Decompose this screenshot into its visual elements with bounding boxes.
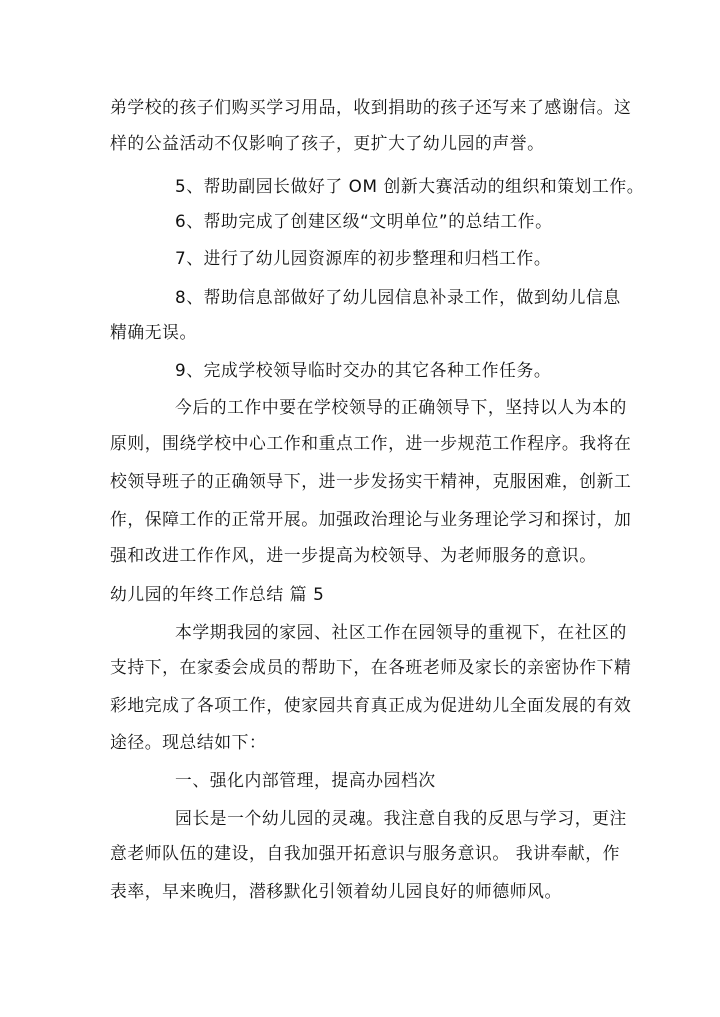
text-line: 彩地完成了各项工作，使家园共育真正成为促进幼儿全面发展的有效 — [110, 695, 632, 715]
text-line: 意老师队伍的建设，自我加强开拓意识与服务意识。 我讲奉献，作 — [110, 843, 620, 863]
text-line: 校领导班子的正确领导下，进一步发扬实干精神，克服困难，创新工 — [110, 471, 632, 491]
text-line: 弟学校的孩子们购买学习用品，收到捐助的孩子还写来了感谢信。这 — [110, 97, 632, 117]
text-line: 样的公益活动不仅影响了孩子，更扩大了幼儿园的声誉。 — [110, 133, 545, 153]
text-line: 7、进行了幼儿园资源库的初步整理和归档工作。 — [175, 248, 552, 268]
text-line: 表率，早来晚归，潜移默化引领着幼儿园良好的师德师风。 — [110, 881, 562, 901]
text-line: 园长是一个幼儿园的灵魂。我注意自我的反思与学习，更注 — [175, 808, 627, 828]
text-line: 9、完成学校领导临时交办的其它各种工作任务。 — [175, 360, 552, 380]
text-line: 原则，围绕学校中心工作和重点工作，进一步规范工作程序。我将在 — [110, 433, 632, 453]
text-line: 作，保障工作的正常开展。加强政治理论与业务理论学习和探讨，加 — [110, 509, 632, 529]
subheading: 一、强化内部管理，提高办园档次 — [175, 770, 436, 790]
text-line: 本学期我园的家园、社区工作在园领导的重视下，在社区的 — [175, 622, 627, 642]
text-line: 6、帮助完成了创建区级“文明单位”的总结工作。 — [175, 211, 553, 231]
section-heading: 幼儿园的年终工作总结 篇 5 — [110, 584, 325, 604]
text-line: 今后的工作中要在学校领导的正确领导下，坚持以人为本的 — [175, 397, 627, 417]
text-line: 途径。现总结如下： — [110, 732, 267, 752]
text-line: 强和改进工作作风，进一步提高为校领导、为老师服务的意识。 — [110, 545, 597, 565]
text-line: 精确无误。 — [110, 322, 197, 342]
text-line: 5、帮助副园长做好了 OM 创新大赛活动的组织和策划工作。 — [175, 176, 645, 196]
text-line: 支持下，在家委会成员的帮助下，在各班老师及家长的亲密协作下精 — [110, 657, 632, 677]
text-line: 8、帮助信息部做好了幼儿园信息补录工作，做到幼儿信息 — [175, 287, 621, 307]
